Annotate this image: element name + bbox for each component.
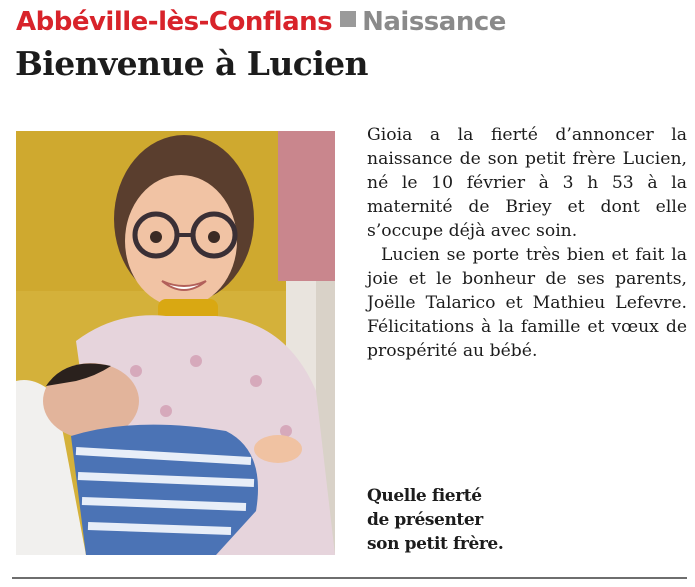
article-paragraph-2: Lucien se porte très bien et fait la joie et le bonheur de ses parents, Joëlle Talarico et Mathieu Lefevre. Félicitations à la famille et vœux de prospérité au bébé. xyxy=(367,245,687,361)
section-kicker xyxy=(16,2,506,42)
caption-line-3: son petit frère. xyxy=(367,534,504,554)
square-separator-icon xyxy=(340,11,356,27)
rubric-label: Naissance xyxy=(362,7,506,37)
article-body xyxy=(367,123,687,363)
caption-line-1: Quelle fierté xyxy=(367,486,482,506)
article-paragraph-1: Gioia a la fierté d’annoncer la naissance de son petit frère Lucien, né le 10 février à 3 h 53 à la maternité de Briey et dont elle s’occupe déjà avec soin. xyxy=(367,125,687,241)
photo-caption xyxy=(367,484,607,556)
bottom-divider xyxy=(12,577,687,579)
article-photo xyxy=(16,131,335,555)
caption-line-2: de présenter xyxy=(367,510,483,530)
locality-label: Abbéville-lès-Conflans xyxy=(16,7,333,37)
photo-girl-holding-baby-illustration xyxy=(16,131,335,555)
article-headline: Bienvenue à Lucien xyxy=(15,44,368,83)
